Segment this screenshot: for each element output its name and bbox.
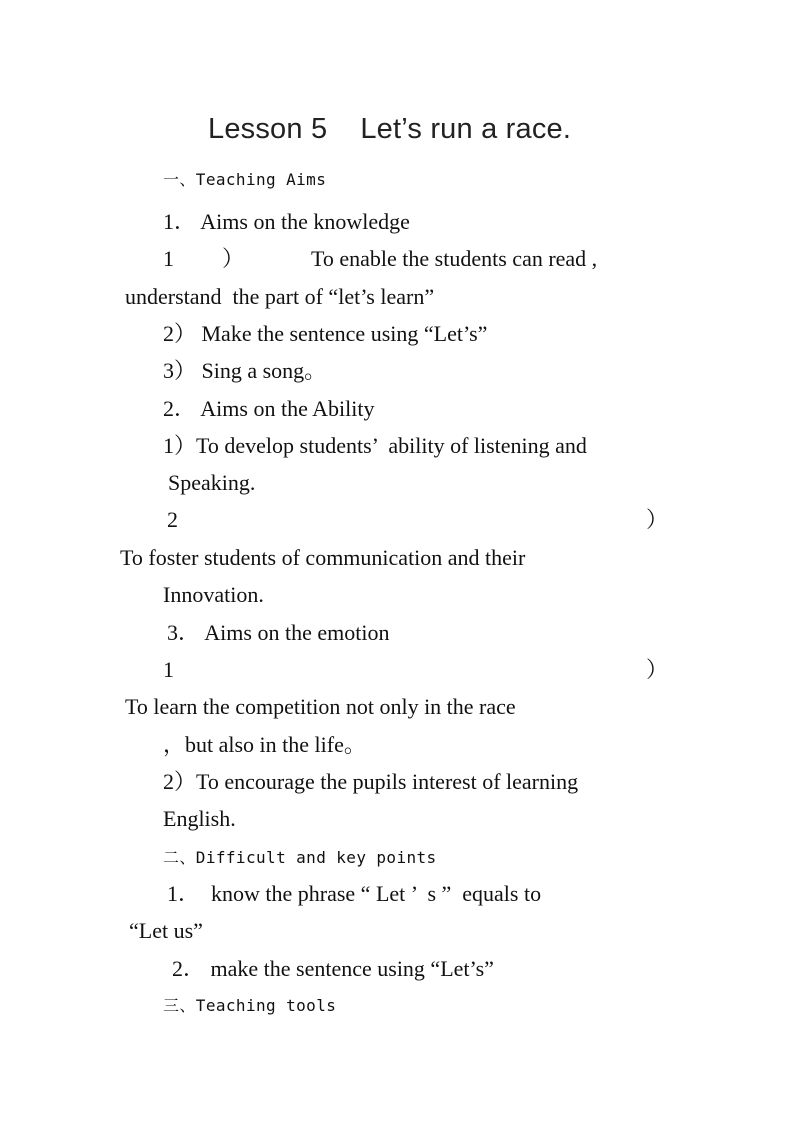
knowledge-heading: 1． Aims on the knowledge (163, 209, 410, 234)
emotion-item-1-text: To learn the competition not only in the race (125, 694, 516, 719)
key-point-1-continued: “Let us” (129, 918, 203, 943)
section-heading-teaching-aims: 一、Teaching Aims (163, 170, 327, 189)
knowledge-item-1-text: To enable the students can read , (311, 246, 598, 271)
ability-item-1: 1）To develop students’ ability of listening and (163, 433, 587, 458)
ability-item-2-text: To foster students of communication and their (120, 545, 526, 570)
section-heading-difficult-key-points: 二、Difficult and key points (163, 848, 437, 867)
ability-item-2-number: 2 (167, 507, 178, 532)
knowledge-item-1-paren: ） (222, 246, 245, 271)
emotion-item-1-paren: ） (646, 657, 669, 682)
emotion-item-2-continued: English. (163, 806, 236, 831)
ability-item-2-paren: ） (646, 507, 669, 532)
ability-item-1-continued: Speaking. (168, 470, 256, 495)
emotion-item-2: 2）To encourage the pupils interest of learning (163, 769, 579, 794)
page-title: Lesson 5 Let’s run a race. (208, 113, 572, 145)
emotion-heading: 3． Aims on the emotion (167, 620, 390, 645)
emotion-item-1-continued: ，but also in the life。 (163, 732, 366, 757)
knowledge-item-1-continued: understand the part of “let’s learn” (125, 284, 435, 309)
knowledge-item-2: 2） Make the sentence using “Let’s” (163, 321, 488, 346)
section-heading-teaching-tools: 三、Teaching tools (163, 996, 337, 1015)
knowledge-item-1-number: 1 (163, 246, 174, 271)
key-point-2: 2． make the sentence using “Let’s” (172, 956, 494, 981)
key-point-1: 1． know the phrase “ Let ’ s ” equals to (167, 881, 542, 906)
ability-heading: 2． Aims on the Ability (163, 396, 375, 421)
knowledge-item-3: 3） Sing a song。 (163, 358, 327, 383)
ability-item-2-continued: Innovation. (163, 582, 264, 607)
emotion-item-1-number: 1 (163, 657, 174, 682)
